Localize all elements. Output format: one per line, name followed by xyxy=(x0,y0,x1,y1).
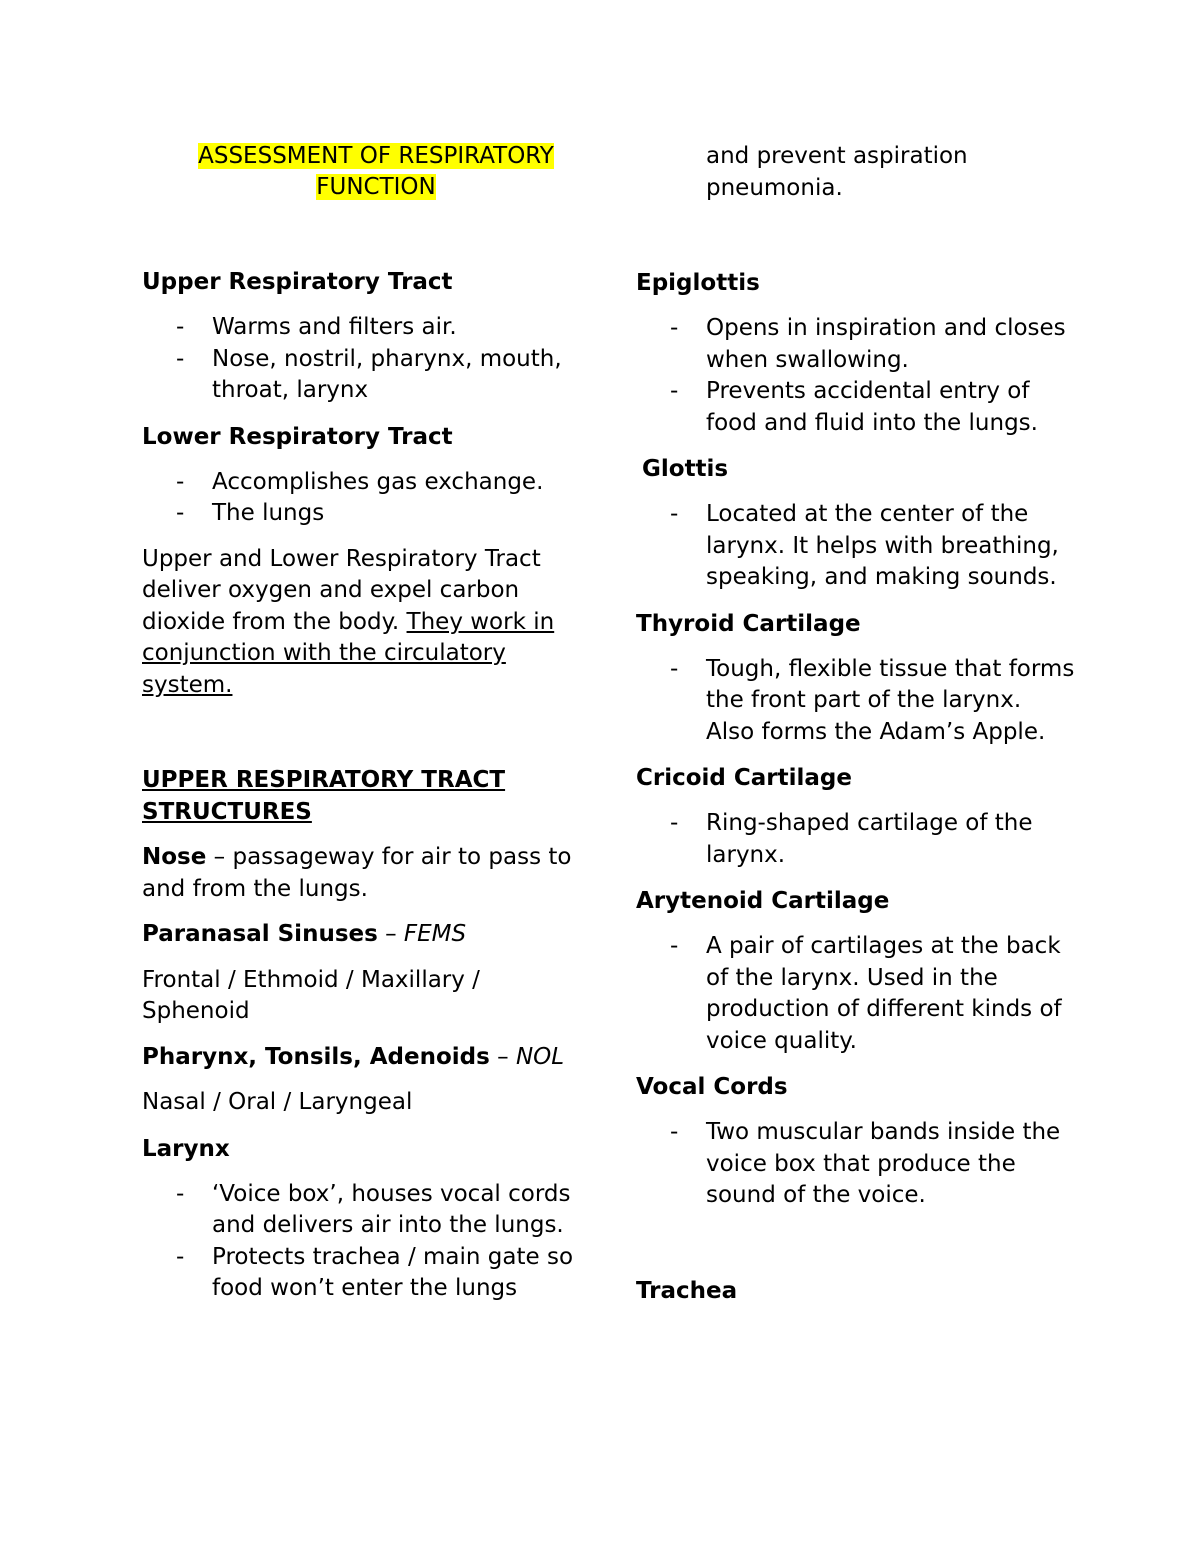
lrt-heading: Lower Respiratory Tract xyxy=(142,423,453,450)
list-item: - Ring-shaped cartilage of the larynx. xyxy=(636,808,1076,871)
trachea-heading: Trachea xyxy=(636,1277,738,1304)
glottis-heading: Glottis xyxy=(642,456,729,482)
sinuses-dash: – xyxy=(377,921,404,947)
right-column xyxy=(636,141,1076,1307)
cricoid-heading: Cricoid Cartilage xyxy=(636,765,852,791)
larynx-heading: Larynx xyxy=(142,1135,230,1162)
title-line-2: FUNCTION xyxy=(316,174,436,200)
nose-term: Nose xyxy=(142,844,207,870)
sinuses-entry xyxy=(142,919,582,951)
vocal-cords-heading: Vocal Cords xyxy=(636,1074,788,1100)
arytenoid-list xyxy=(636,931,1076,1057)
epiglottis-list xyxy=(636,313,1076,439)
list-item: - Warms and filters air. xyxy=(142,312,582,344)
list-item: - Two muscular bands inside the voice box that produce the sound of the voice. xyxy=(636,1117,1076,1212)
summary-paragraph xyxy=(142,544,582,702)
summary-underlined-text: They work in conjunction with the circulatory system. xyxy=(142,608,555,698)
thyroid-heading: Thyroid Cartilage xyxy=(636,610,861,637)
list-item: - Prevents accidental entry of food and fluid into the lungs. xyxy=(636,376,1076,439)
sinuses-list: Frontal / Ethmoid / Maxillary / Sphenoid xyxy=(142,966,480,1024)
larynx-continuation: and prevent aspiration pneumonia. xyxy=(706,143,968,201)
document-title xyxy=(142,141,582,203)
thyroid-list xyxy=(636,654,1076,749)
sinuses-term: Paranasal Sinuses xyxy=(142,921,378,947)
cricoid-list xyxy=(636,808,1076,871)
pharynx-dash: – xyxy=(489,1043,516,1070)
pharynx-acronym: NOL xyxy=(515,1043,565,1070)
structures-heading: UPPER RESPIRATORY TRACT STRUCTURES xyxy=(142,767,506,825)
larynx-list xyxy=(142,1179,582,1305)
epiglottis-heading: Epiglottis xyxy=(636,270,760,296)
lrt-list xyxy=(142,467,582,530)
left-column xyxy=(142,141,582,1305)
list-item: - Protects trachea / main gate so food won’t enter the lungs xyxy=(142,1242,582,1305)
nose-entry xyxy=(142,842,582,905)
arytenoid-heading: Arytenoid Cartilage xyxy=(636,888,890,914)
list-item: - ‘Voice box’, houses vocal cords and delivers air into the lungs. xyxy=(142,1179,582,1242)
list-item: - Opens in inspiration and closes when swallowing. xyxy=(636,313,1076,376)
list-item: - A pair of cartilages at the back of the larynx. Used in the production of different kinds of voice quality. xyxy=(636,931,1076,1057)
glottis-list xyxy=(636,499,1076,594)
list-item: - Tough, flexible tissue that forms the front part of the larynx. Also forms the Adam’s Apple. xyxy=(636,654,1076,749)
urt-heading: Upper Respiratory Tract xyxy=(142,269,453,295)
nose-definition: – passageway for air to pass to and from the lungs. xyxy=(142,844,572,902)
title-line-1: ASSESSMENT OF RESPIRATORY xyxy=(198,143,554,169)
pharynx-term: Pharynx, Tonsils, Adenoids xyxy=(142,1043,490,1070)
list-item: - The lungs xyxy=(142,498,582,530)
summary-text: Upper and Lower Respiratory Tract deliver oxygen and expel carbon dioxide from the body. xyxy=(142,545,541,635)
vocal-cords-list xyxy=(636,1117,1076,1212)
urt-list xyxy=(142,312,582,407)
pharynx-entry xyxy=(142,1042,582,1074)
list-item: - Accomplishes gas exchange. xyxy=(142,467,582,499)
list-item: - Nose, nostril, pharynx, mouth, throat, larynx xyxy=(142,344,582,407)
list-item: - Located at the center of the larynx. It helps with breathing, speaking, and making sounds. xyxy=(636,499,1076,594)
pharynx-list: Nasal / Oral / Laryngeal xyxy=(142,1089,413,1115)
sinuses-acronym: FEMS xyxy=(403,921,467,947)
